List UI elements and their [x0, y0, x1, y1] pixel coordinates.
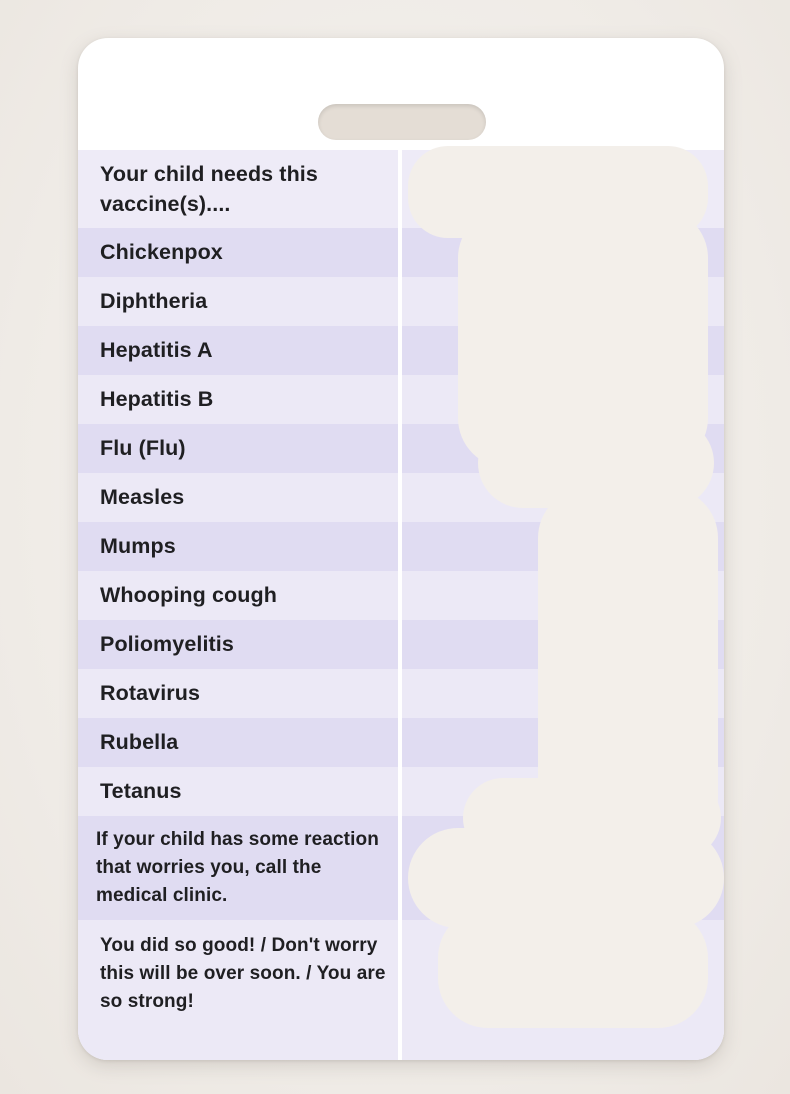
reaction-note-text: If your child has some reaction that worries you, call the medical clinic. [96, 829, 379, 906]
vaccine-label: Chickenpox [100, 240, 223, 264]
vaccine-label: Whooping cough [100, 583, 277, 607]
lanyard-slot [318, 104, 486, 140]
vaccine-label: Measles [100, 485, 185, 509]
vaccine-card [78, 38, 724, 1060]
vaccine-label: Rotavirus [100, 681, 201, 705]
vaccine-label: Poliomyelitis [100, 632, 234, 656]
vaccine-label: Hepatitis A [100, 338, 213, 362]
vaccine-label: Mumps [100, 534, 176, 558]
vaccine-label: Flu (Flu) [100, 436, 186, 460]
redaction-mark [438, 908, 708, 1028]
vaccine-label: Rubella [100, 730, 179, 754]
vaccine-label: Hepatitis B [100, 387, 214, 411]
vaccine-label: Diphtheria [100, 289, 208, 313]
encouragement-text: You did so good! / Don't worry this will be over soon. / You are so strong! [100, 935, 386, 1012]
vaccine-label: Tetanus [100, 779, 182, 803]
column-divider [398, 150, 402, 1060]
header-text: Your child needs this vaccine(s).... [100, 162, 318, 216]
